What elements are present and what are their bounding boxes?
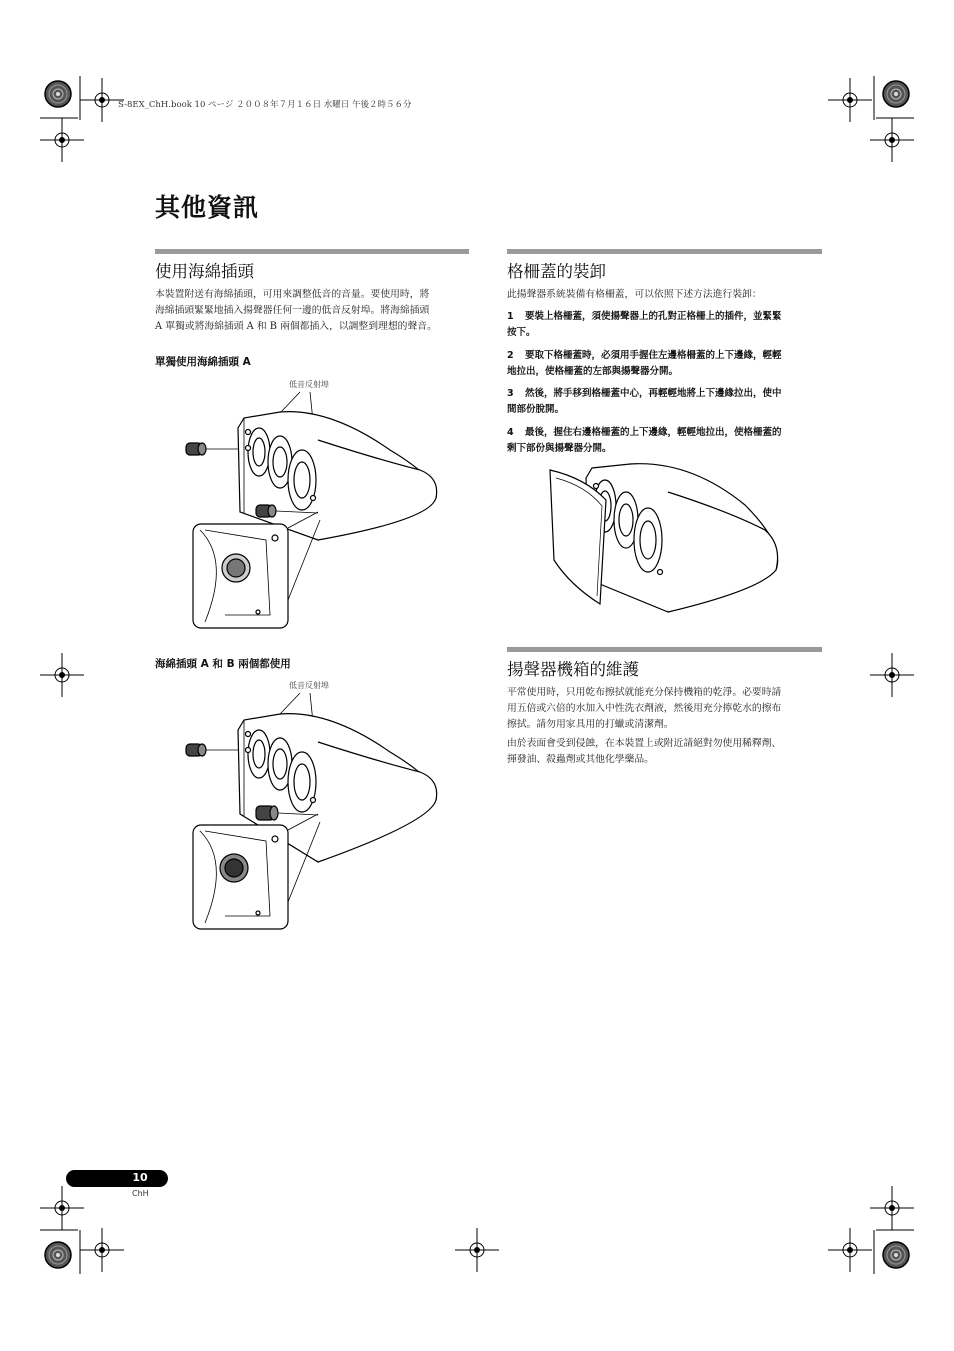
step-text: 間部份脫開。 xyxy=(507,404,565,415)
callout-bass-reflex-port-2: 低音反射埠 xyxy=(289,681,329,690)
grille-intro: 此揚聲器系統裝備有格柵蓋，可以依照下述方法進行裝卸： xyxy=(507,289,762,300)
para-line: 擦拭。請勿用家具用的打蠟或清潔劑。 xyxy=(507,719,674,730)
section-title-cabinet-care: 揚聲器機箱的維護 xyxy=(507,660,639,679)
step-text: 地拉出，使格柵蓋的左部與揚聲器分開。 xyxy=(507,366,679,377)
intro-line: 海綿插頭緊緊地插入揚聲器任何一邊的低音反射埠。將海綿插頭 xyxy=(155,305,430,316)
step-text: 最後，握住右邊格柵蓋的上下邊緣，輕輕地拉出，使格柵蓋的 xyxy=(525,427,782,438)
section-bar-maintenance xyxy=(507,647,822,652)
step-text: 按下。 xyxy=(507,327,536,338)
page-number: 10 xyxy=(132,1171,148,1184)
page-title: 其他資訊 xyxy=(155,193,260,222)
para-line: 平常使用時，只用乾布擦拭就能充分保持機箱的乾淨。必要時請 xyxy=(507,687,782,698)
para-line: 用五倍或六倍的水加入中性洗衣劑液，然後用充分擰乾水的擦布 xyxy=(507,703,782,714)
step-text: 然後，將手移到格柵蓋中心，再輕輕地將上下邊緣拉出，使中 xyxy=(525,388,782,399)
print-header: S-8EX_ChH.book 10 ページ ２００８年７月１６日 水曜日 午後２時５６分 xyxy=(118,100,412,110)
step-text: 剩下部份與揚聲器分開。 xyxy=(507,443,612,454)
section-title-grille: 格柵蓋的裝卸 xyxy=(507,262,606,281)
callout-bass-reflex-port-1: 低音反射埠 xyxy=(289,380,329,389)
step-number: 4 xyxy=(507,427,514,438)
step-number: 2 xyxy=(507,350,514,361)
intro-line: 本裝置附送有海綿插頭，可用來調整低音的音量。要使用時，將 xyxy=(155,289,430,300)
step-number: 3 xyxy=(507,388,514,399)
section-title-sponge-plug: 使用海綿插頭 xyxy=(155,262,254,281)
step-text: 要裝上格柵蓋，須使揚聲器上的孔對正格柵上的插件，並緊緊 xyxy=(525,311,782,322)
step-number: 1 xyxy=(507,311,514,322)
para-line: 由於表面會受到侵蝕，在本裝置上或附近請絕對勿使用稀釋劑、 xyxy=(507,738,782,749)
intro-line: A 單獨或將海綿插頭 A 和 B 兩個都插入，以調整到理想的聲音。 xyxy=(155,321,437,332)
cabinet-care-para-1 xyxy=(507,685,827,733)
step-text: 要取下格柵蓋時，必須用手握住左邊格柵蓋的上下邊緣，輕輕 xyxy=(525,350,782,361)
cabinet-care-para-2 xyxy=(507,736,827,768)
para-line: 揮發油、殺蟲劑或其他化學藥品。 xyxy=(507,754,654,765)
subheading-plug-a-only: 單獨使用海綿插頭 A xyxy=(155,356,251,368)
subheading-plug-a-and-b: 海綿插頭 A 和 B 兩個都使用 xyxy=(155,658,291,670)
language-code: ChH xyxy=(132,1189,149,1198)
page-number-tab xyxy=(66,1170,168,1187)
